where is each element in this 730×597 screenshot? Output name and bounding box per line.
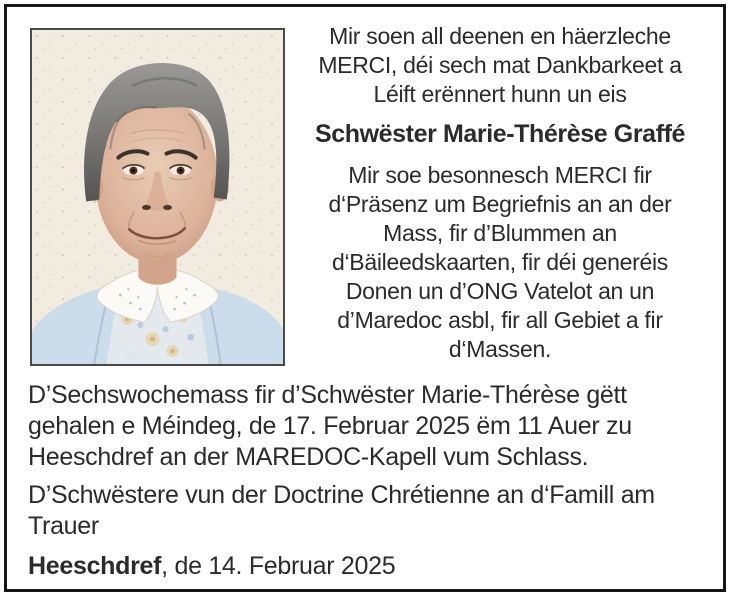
text-line: Donen un d’ONG Vatelot an un <box>345 278 655 304</box>
text-line: d‘Bäileedskaarten, fir déi generéis <box>332 249 668 275</box>
text-line: d‘Massen. <box>448 336 552 362</box>
text-line: Mir soe besonnesch MERCI fir <box>348 162 652 188</box>
deceased-name: Schwëster Marie-Thérèse Graffé <box>314 120 686 148</box>
text-line: MERCI, déi sech mat Dankbarkeet a <box>318 52 682 78</box>
text-line: Heeschdref an der MAREDOC-Kapell vum Schlass. <box>28 443 589 471</box>
text-line: Léift erënnert hunn un eis <box>373 81 627 107</box>
text-line: d’Maredoc asbl, fir all Gebiet a fir <box>337 307 663 333</box>
mass-announcement <box>28 380 706 473</box>
thanks-paragraph <box>288 161 712 364</box>
text-line: Trauer <box>28 512 99 540</box>
portrait-photo <box>30 28 285 366</box>
text-line: d‘Präsenz um Begriefnis an an der <box>328 191 672 217</box>
text-line: D’Sechswochemass fir d’Schwëster Marie-Thérèse gëtt <box>28 381 627 409</box>
signoff-line <box>28 551 706 582</box>
portrait-illustration <box>32 30 283 364</box>
text-line: Mass, fir d’Blummen an <box>383 220 617 246</box>
text-line: D’Schwëstere vun der Doctrine Chrétienne an d‘Famill am <box>28 481 655 509</box>
signoff-place: Heeschdref <box>28 552 162 580</box>
text-line: gehalen e Méindeg, de 17. Februar 2025 ëm 11 Auer zu <box>28 412 632 440</box>
announcement-block <box>28 380 706 582</box>
signoff-date: , de 14. Februar 2025 <box>161 552 396 580</box>
mourners-paragraph <box>28 480 706 542</box>
thank-you-column <box>288 22 712 364</box>
text-line: Mir soen all deenen en häerzleche <box>329 23 671 49</box>
